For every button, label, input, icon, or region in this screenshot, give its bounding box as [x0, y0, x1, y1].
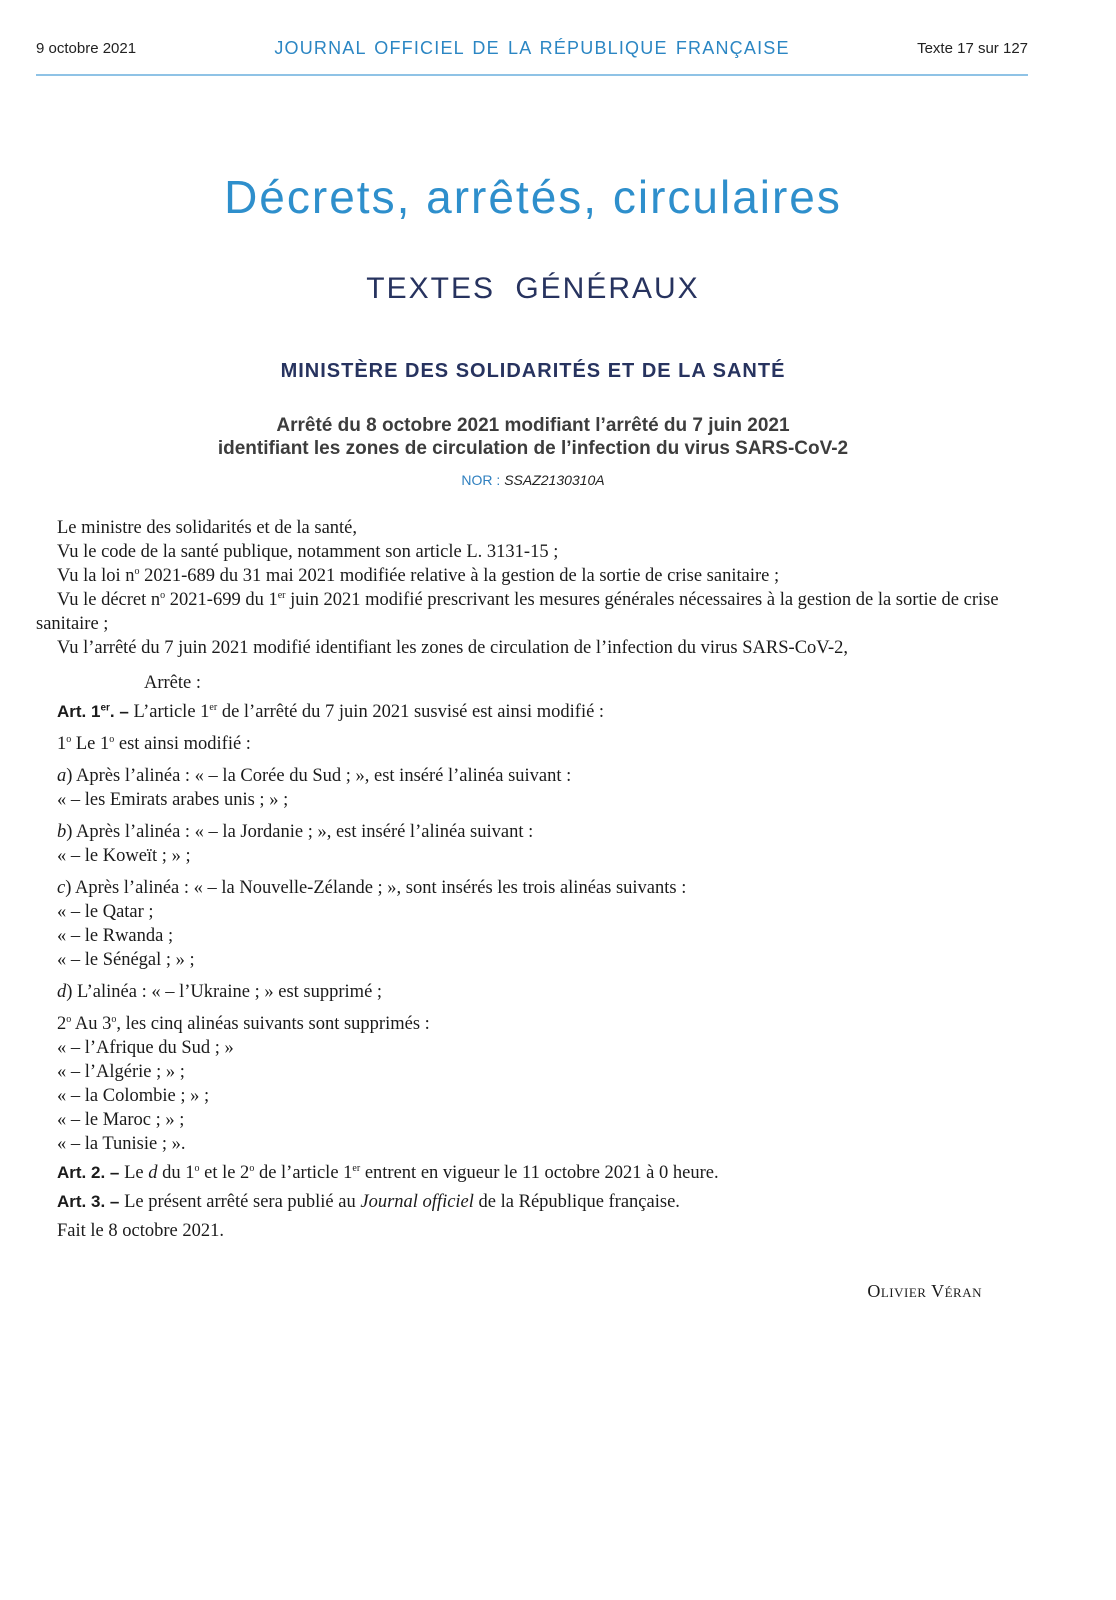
arrete-title: [0, 414, 1066, 460]
subsection-title: TEXTES GÉNÉRAUX: [366, 272, 700, 305]
list-item: « – le Rwanda ;: [57, 926, 174, 946]
nor-label: NOR :: [461, 472, 505, 488]
signature-name: Olivier Véran: [867, 1281, 982, 1301]
article-1-item-b: b) Après l’alinéa : « – la Jordanie ; », est inséré l’alinéa suivant :: [57, 822, 534, 842]
article-1-item-a: a) Après l’alinéa : « – la Corée du Sud ; », est inséré l’alinéa suivant :: [57, 766, 572, 786]
header-date: 9 octobre 2021: [36, 40, 137, 57]
article-1-label: Art. 1er. –: [57, 702, 134, 721]
visa-arrete: Vu l’arrêté du 7 juin 2021 modifié identifiant les zones de circulation de l’infection du virus SARS-CoV-2,: [57, 638, 848, 658]
list-item: « – la Colombie ; » ;: [57, 1086, 210, 1106]
list-item: « – l’Algérie ; » ;: [57, 1062, 185, 1082]
article-2-label: Art. 2. –: [57, 1163, 125, 1182]
article-1: Art. 1er. – L’article 1er de l’arrêté du 7 juin 2021 susvisé est ainsi modifié :: [57, 701, 605, 722]
list-item: « – le Koweït ; » ;: [57, 846, 191, 866]
list-item: « – le Qatar ;: [57, 902, 154, 922]
minister-line: Le ministre des solidarités et de la santé,: [57, 518, 358, 538]
article-2: Art. 2. – Le d du 1$^o$ et le 2$^o$ de l’article 1er entrent en vigueur le 11 octobre 2021 à 0 heure.: [57, 1162, 719, 1183]
header-divider: [36, 74, 1028, 76]
fait-date: Fait le 8 octobre 2021.: [57, 1221, 224, 1241]
nor-reference: [0, 472, 1066, 488]
header-journal-title: JOURNAL OFFICIEL DE LA RÉPUBLIQUE FRANÇAISE: [274, 38, 790, 58]
list-item: « – le Sénégal ; » ;: [57, 950, 195, 970]
article-1-item-c: c) Après l’alinéa : « – la Nouvelle-Zélande ; », sont insérés les trois alinéas suivants :: [57, 878, 687, 898]
arrete-title-line1: Arrêté du 8 octobre 2021 modifiant l’arrêté du 7 juin 2021: [276, 415, 790, 436]
section-title: Décrets, arrêtés, circulaires: [224, 171, 842, 223]
article-1-item-d: d) L’alinéa : « – l’Ukraine ; » est supprimé ;: [57, 982, 383, 1002]
visa-decret: Vu le décret $n^o$ 2021-699 du 1er juin 2021 modifié prescrivant les mesures générales nécessaires à la gestion de la sortie de crise sanitaire ;: [36, 589, 999, 634]
article-1-point-1: 1$^o$ Le 1$^o$ est ainsi modifié :: [57, 733, 251, 754]
visa-loi: Vu la loi $n^o$ 2021-689 du 31 mai 2021 modifiée relative à la gestion de la sortie de crise sanitaire ;: [57, 565, 780, 586]
nor-code: SSAZ2130310A: [504, 472, 605, 488]
list-item: « – les Emirats arabes unis ; » ;: [57, 790, 289, 810]
list-item: « – le Maroc ; » ;: [57, 1110, 185, 1130]
visa-code: Vu le code de la santé publique, notamment son article L. 3131-15 ;: [57, 542, 559, 562]
list-item: « – la Tunisie ; ».: [57, 1134, 186, 1154]
header-texte-number: Texte 17 sur 127: [917, 40, 1028, 57]
article-3-label: Art. 3. –: [57, 1192, 125, 1211]
page-header: [36, 38, 1028, 60]
arrete-title-line2: identifiant les zones de circulation de l’infection du virus SARS-CoV-2: [217, 438, 849, 459]
article-1-point-2: 2$^o$ Au 3$^o$, les cinq alinéas suivants sont supprimés :: [57, 1013, 430, 1034]
ministry-heading: MINISTÈRE DES SOLIDARITÉS ET DE LA SANTÉ: [280, 360, 786, 382]
article-3: Art. 3. – Le présent arrêté sera publié au Journal officiel de la République française.: [57, 1192, 680, 1212]
document-body: [36, 516, 1026, 1243]
arrete-word: Arrête :: [144, 673, 202, 693]
list-item: « – l’Afrique du Sud ; »: [57, 1038, 234, 1058]
